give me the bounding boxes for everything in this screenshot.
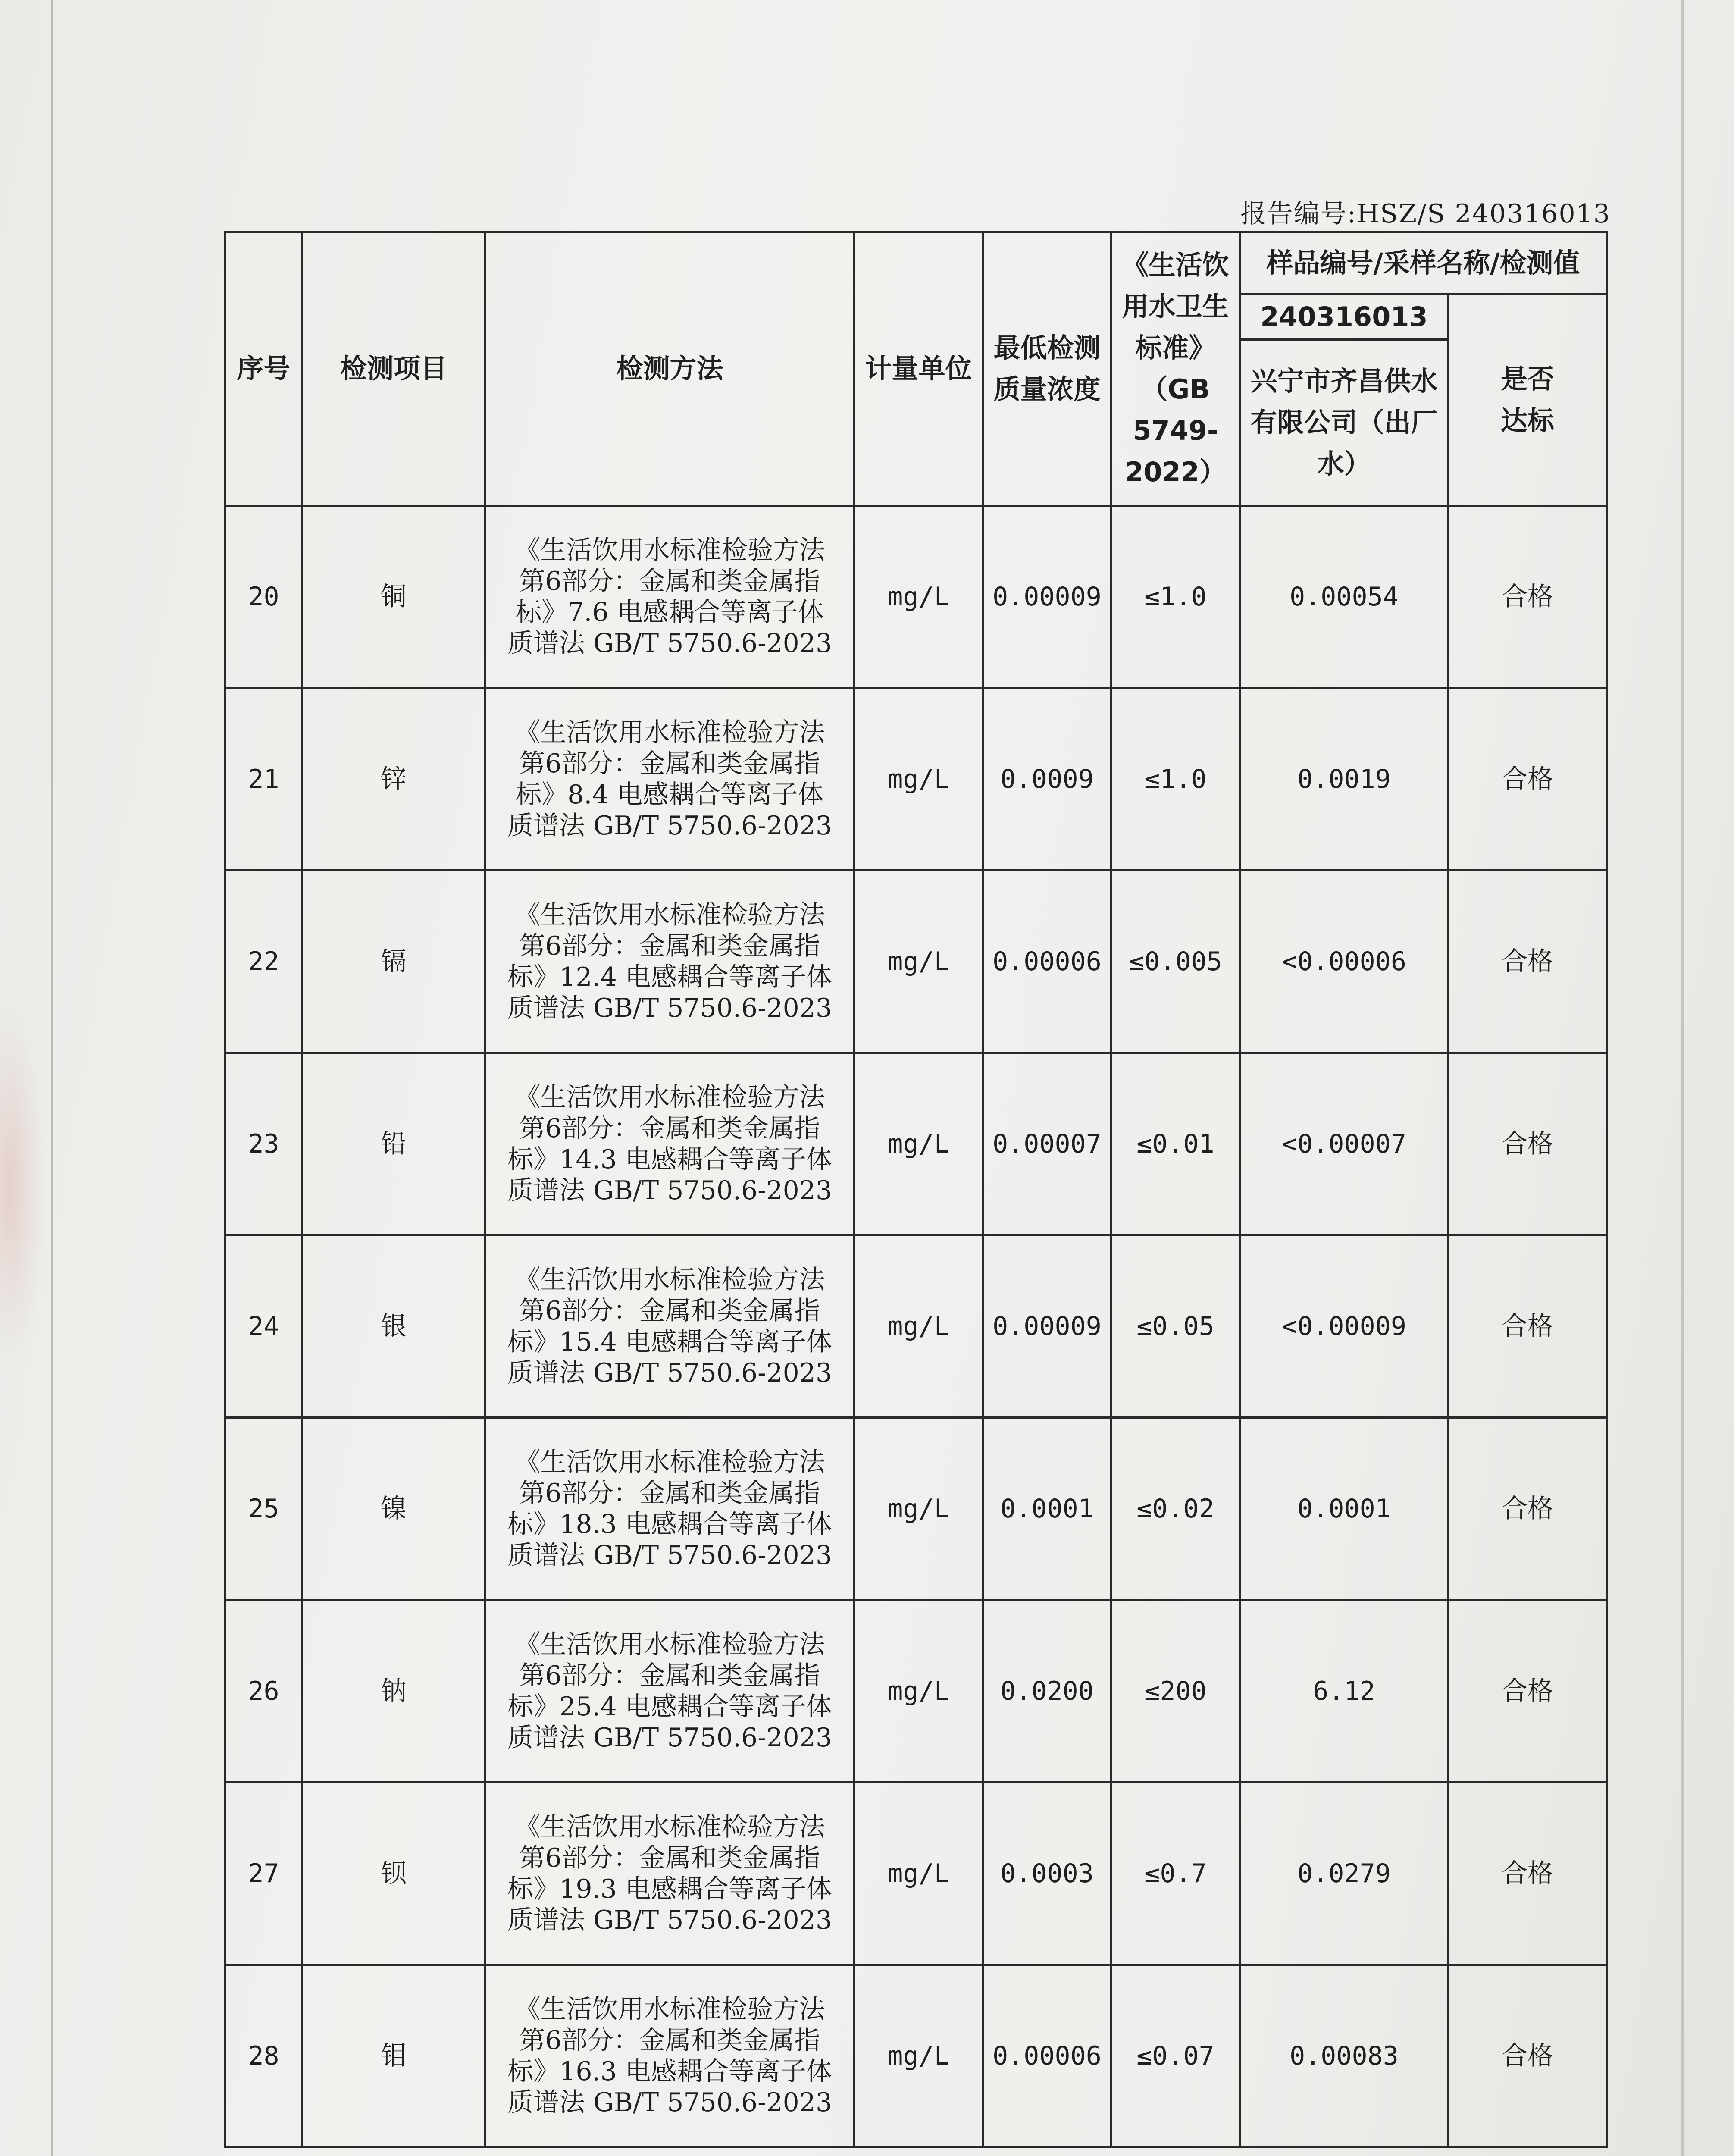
cell-item: 镍 [302, 1418, 485, 1600]
cell-seq: 25 [225, 1418, 302, 1600]
table-row [225, 1418, 1607, 1600]
cell-method: 《生活饮用水标准检验方法 第6部分：金属和类金属指 标》7.6 电感耦合等离子体 质谱法 GB/T 5750.6-2023 [485, 506, 854, 688]
header-item: 检测项目 [302, 232, 485, 506]
header-seq: 序号 [225, 232, 302, 506]
cell-unit: mg/L [854, 1235, 983, 1418]
cell-limit: ≤1.0 [1111, 688, 1240, 871]
table-row [225, 1600, 1607, 1783]
cell-seq: 21 [225, 688, 302, 871]
header-sample-id: 240316013 [1240, 295, 1449, 340]
cell-result: 合格 [1449, 1418, 1607, 1600]
cell-value: <0.00007 [1240, 1053, 1449, 1235]
cell-limit: ≤0.01 [1111, 1053, 1240, 1235]
red-stamp-smudge [0, 992, 47, 1380]
header-min-concentration: 最低检测 质量浓度 [983, 232, 1111, 506]
cell-result: 合格 [1449, 688, 1607, 871]
cell-min-concentration: 0.00006 [983, 871, 1111, 1053]
cell-min-concentration: 0.00007 [983, 1053, 1111, 1235]
cell-result: 合格 [1449, 506, 1607, 688]
cell-seq: 22 [225, 871, 302, 1053]
cell-method: 《生活饮用水标准检验方法 第6部分：金属和类金属指 标》14.3 电感耦合等离子体 质谱法 GB/T 5750.6-2023 [485, 1053, 854, 1235]
cell-unit: mg/L [854, 1600, 983, 1783]
cell-seq: 23 [225, 1053, 302, 1235]
cell-seq: 27 [225, 1783, 302, 1965]
cell-value: 0.0019 [1240, 688, 1449, 871]
cell-method: 《生活饮用水标准检验方法 第6部分：金属和类金属指 标》8.4 电感耦合等离子体 质谱法 GB/T 5750.6-2023 [485, 688, 854, 871]
cell-seq: 28 [225, 1965, 302, 2147]
header-row [225, 232, 1607, 295]
cell-item: 钠 [302, 1600, 485, 1783]
header-conformity: 是否 达标 [1449, 295, 1607, 506]
cell-limit: ≤1.0 [1111, 506, 1240, 688]
cell-value: 0.0001 [1240, 1418, 1449, 1600]
cell-method: 《生活饮用水标准检验方法 第6部分：金属和类金属指 标》15.4 电感耦合等离子体 质谱法 GB/T 5750.6-2023 [485, 1235, 854, 1418]
cell-result: 合格 [1449, 871, 1607, 1053]
cell-min-concentration: 0.0009 [983, 688, 1111, 871]
cell-limit: ≤0.02 [1111, 1418, 1240, 1600]
cell-min-concentration: 0.00009 [983, 1235, 1111, 1418]
cell-value: 0.0279 [1240, 1783, 1449, 1965]
cell-item: 银 [302, 1235, 485, 1418]
header-sample-name: 兴宁市齐昌供水 有限公司（出厂 水） [1240, 340, 1449, 506]
cell-result: 合格 [1449, 1965, 1607, 2147]
cell-method: 《生活饮用水标准检验方法 第6部分：金属和类金属指 标》19.3 电感耦合等离子体 质谱法 GB/T 5750.6-2023 [485, 1783, 854, 1965]
cell-value: 6.12 [1240, 1600, 1449, 1783]
table-row [225, 1053, 1607, 1235]
cell-result: 合格 [1449, 1235, 1607, 1418]
cell-method: 《生活饮用水标准检验方法 第6部分：金属和类金属指 标》25.4 电感耦合等离子体 质谱法 GB/T 5750.6-2023 [485, 1600, 854, 1783]
table-row [225, 871, 1607, 1053]
cell-method: 《生活饮用水标准检验方法 第6部分：金属和类金属指 标》16.3 电感耦合等离子体 质谱法 GB/T 5750.6-2023 [485, 1965, 854, 2147]
table-row [225, 1783, 1607, 1965]
cell-seq: 24 [225, 1235, 302, 1418]
cell-item: 钼 [302, 1965, 485, 2147]
cell-item: 铅 [302, 1053, 485, 1235]
header-standard: 《生活饮 用水卫生 标准》 （GB 5749- 2022） [1111, 232, 1240, 506]
cell-min-concentration: 0.0001 [983, 1418, 1111, 1600]
cell-seq: 26 [225, 1600, 302, 1783]
cell-unit: mg/L [854, 688, 983, 871]
cell-item: 镉 [302, 871, 485, 1053]
cell-min-concentration: 0.0200 [983, 1600, 1111, 1783]
cell-unit: mg/L [854, 1965, 983, 2147]
table-row [225, 506, 1607, 688]
cell-seq: 20 [225, 506, 302, 688]
header-unit: 计量单位 [854, 232, 983, 506]
cell-limit: ≤200 [1111, 1600, 1240, 1783]
cell-unit: mg/L [854, 871, 983, 1053]
cell-min-concentration: 0.0003 [983, 1783, 1111, 1965]
cell-min-concentration: 0.00006 [983, 1965, 1111, 2147]
cell-value: <0.00009 [1240, 1235, 1449, 1418]
page-edge-line [51, 0, 53, 2156]
cell-value: 0.00054 [1240, 506, 1449, 688]
cell-unit: mg/L [854, 1418, 983, 1600]
cell-value: 0.00083 [1240, 1965, 1449, 2147]
report-number: 报告编号:HSZ/S 240316013 [1240, 199, 1611, 229]
cell-result: 合格 [1449, 1600, 1607, 1783]
table-row [225, 1235, 1607, 1418]
table-row [225, 688, 1607, 871]
cell-item: 铜 [302, 506, 485, 688]
cell-item: 钡 [302, 1783, 485, 1965]
cell-result: 合格 [1449, 1783, 1607, 1965]
page-edge-line [1681, 0, 1684, 2156]
test-results-table [224, 231, 1608, 2148]
cell-method: 《生活饮用水标准检验方法 第6部分：金属和类金属指 标》18.3 电感耦合等离子体 质谱法 GB/T 5750.6-2023 [485, 1418, 854, 1600]
cell-unit: mg/L [854, 506, 983, 688]
cell-limit: ≤0.05 [1111, 1235, 1240, 1418]
cell-limit: ≤0.005 [1111, 871, 1240, 1053]
header-sample-group: 样品编号/采样名称/检测值 [1240, 232, 1607, 295]
cell-unit: mg/L [854, 1053, 983, 1235]
cell-min-concentration: 0.00009 [983, 506, 1111, 688]
table-row [225, 1965, 1607, 2147]
header-method: 检测方法 [485, 232, 854, 506]
cell-method: 《生活饮用水标准检验方法 第6部分：金属和类金属指 标》12.4 电感耦合等离子体 质谱法 GB/T 5750.6-2023 [485, 871, 854, 1053]
cell-limit: ≤0.7 [1111, 1783, 1240, 1965]
cell-result: 合格 [1449, 1053, 1607, 1235]
cell-item: 锌 [302, 688, 485, 871]
cell-limit: ≤0.07 [1111, 1965, 1240, 2147]
cell-unit: mg/L [854, 1783, 983, 1965]
cell-value: <0.00006 [1240, 871, 1449, 1053]
